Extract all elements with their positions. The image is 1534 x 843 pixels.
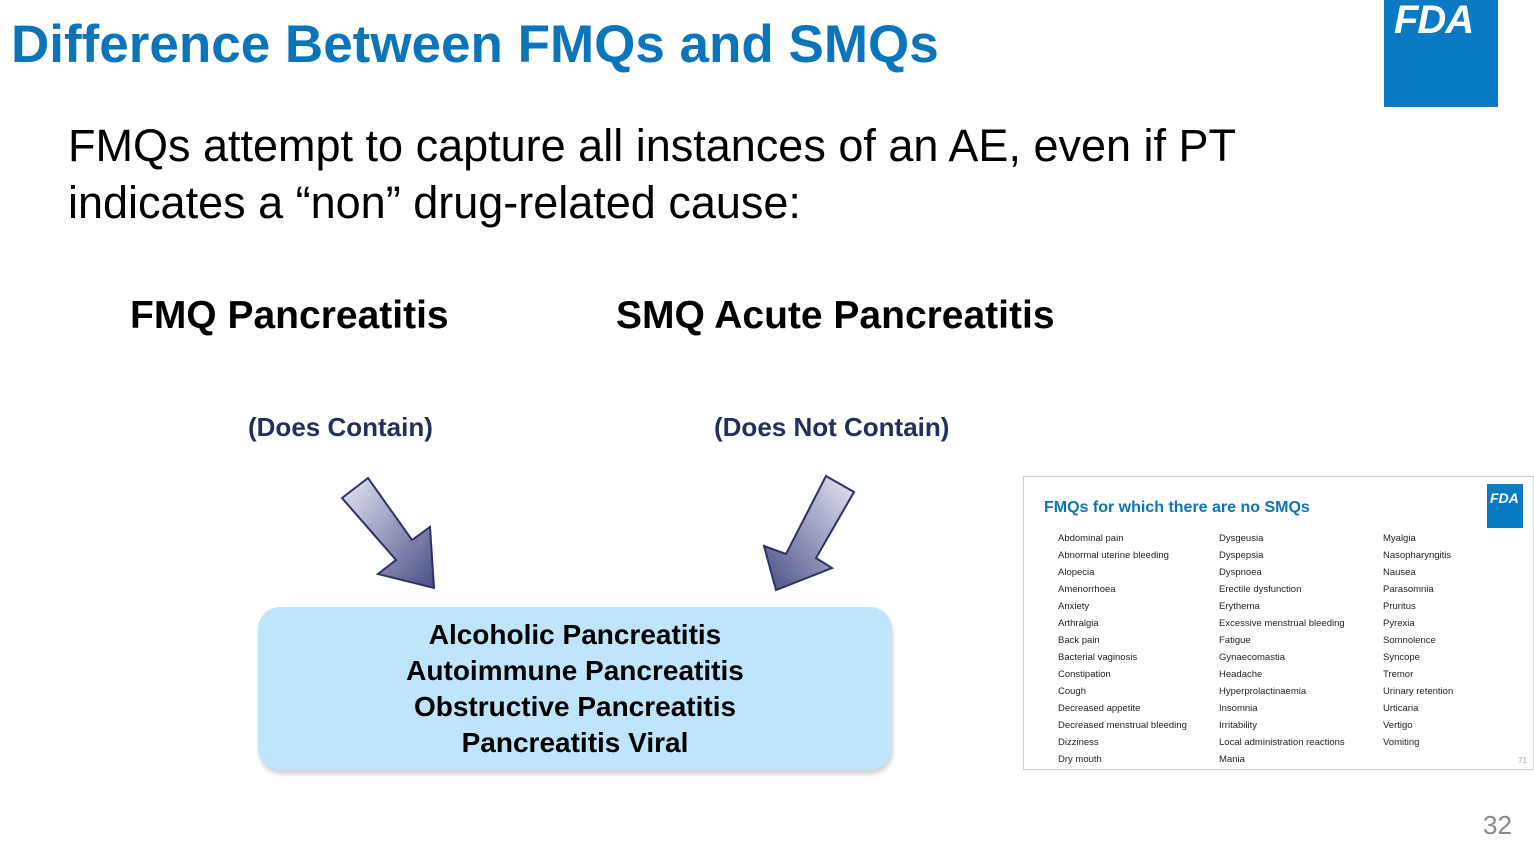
list-item: Pruritus: [1383, 601, 1416, 612]
down-left-arrow-icon: [752, 468, 872, 598]
list-item: Tremor: [1383, 669, 1414, 680]
thumbnail-fda-logo: [1487, 484, 1523, 528]
list-item: Parasomnia: [1383, 584, 1434, 595]
box-item: Obstructive Pancreatitis: [413, 690, 737, 722]
down-right-arrow-icon: [330, 470, 450, 600]
thumbnail-fda-logo-text: FDA: [1490, 490, 1519, 506]
list-item: Abdominal pain: [1058, 533, 1124, 544]
list-item: Erythema: [1219, 601, 1260, 612]
list-item: Gynaecomastia: [1219, 652, 1286, 663]
list-item: Urticaria: [1383, 703, 1419, 714]
list-item: Anxiety: [1058, 601, 1090, 612]
list-item: Urinary retention: [1383, 686, 1454, 697]
list-item: Insomnia: [1219, 703, 1258, 714]
thumbnail-column-1: [1058, 530, 1187, 768]
box-item: Autoimmune Pancreatitis: [406, 654, 744, 686]
list-item: Dry mouth: [1058, 754, 1102, 765]
list-item: Myalgia: [1383, 533, 1416, 544]
list-item: Vertigo: [1383, 720, 1413, 731]
list-item: Nasopharyngitis: [1383, 550, 1452, 561]
list-item: Fatigue: [1219, 635, 1251, 646]
list-item: Excessive menstrual bleeding: [1219, 618, 1345, 629]
slide-title: Difference Between FMQs and SMQs: [11, 15, 939, 74]
list-item: Cough: [1058, 686, 1086, 697]
list-item: Constipation: [1058, 669, 1111, 680]
thumbnail-title: FMQs for which there are no SMQs: [1044, 499, 1310, 516]
thumbnail-page-number: 71: [1518, 756, 1527, 765]
list-item: Dyspnoea: [1219, 567, 1262, 578]
list-item: Mania: [1219, 754, 1245, 765]
box-item: Alcoholic Pancreatitis: [428, 618, 722, 650]
thumbnail-column-3: [1383, 530, 1453, 751]
fmq-no-smq-thumbnail: [1023, 476, 1534, 770]
list-item: Decreased menstrual bleeding: [1058, 720, 1187, 731]
does-contain-note: (Does Contain): [248, 412, 433, 442]
list-item: Bacterial vaginosis: [1058, 652, 1138, 663]
list-item: Syncope: [1383, 652, 1420, 663]
list-item: Dizziness: [1058, 737, 1099, 748]
fda-logo: [1384, 0, 1498, 107]
list-item: Abnormal uterine bleeding: [1058, 550, 1169, 561]
list-item: Headache: [1219, 669, 1263, 680]
list-item: Irritability: [1219, 720, 1258, 731]
pancreatitis-types-box: [258, 607, 892, 770]
list-item: Local administration reactions: [1219, 737, 1345, 748]
list-item: Erectile dysfunction: [1219, 584, 1302, 595]
thumbnail-column-2: [1219, 530, 1345, 768]
list-item: Somnolence: [1383, 635, 1436, 646]
list-item: Vomiting: [1383, 737, 1420, 748]
box-item: Pancreatitis Viral: [461, 726, 689, 758]
smq-heading: SMQ Acute Pancreatitis: [616, 294, 1055, 337]
list-item: Dyspepsia: [1219, 550, 1264, 561]
slide-subtitle: FMQs attempt to capture all instances of an AE, even if PT indicates a “non” drug-related cause:: [68, 120, 1236, 228]
does-not-contain-note: (Does Not Contain): [714, 412, 950, 442]
list-item: Dysgeusia: [1219, 533, 1264, 544]
fda-logo-text: FDA: [1394, 0, 1474, 42]
page-number: 32: [1483, 810, 1512, 840]
fmq-heading: FMQ Pancreatitis: [130, 294, 449, 337]
list-item: Amenorrhoea: [1058, 584, 1116, 595]
list-item: Decreased appetite: [1058, 703, 1141, 714]
list-item: Nausea: [1383, 567, 1416, 578]
list-item: Arthralgia: [1058, 618, 1099, 629]
list-item: Alopecia: [1058, 567, 1095, 578]
list-item: Pyrexia: [1383, 618, 1415, 629]
list-item: Back pain: [1058, 635, 1100, 646]
list-item: Hyperprolactinaemia: [1219, 686, 1307, 697]
